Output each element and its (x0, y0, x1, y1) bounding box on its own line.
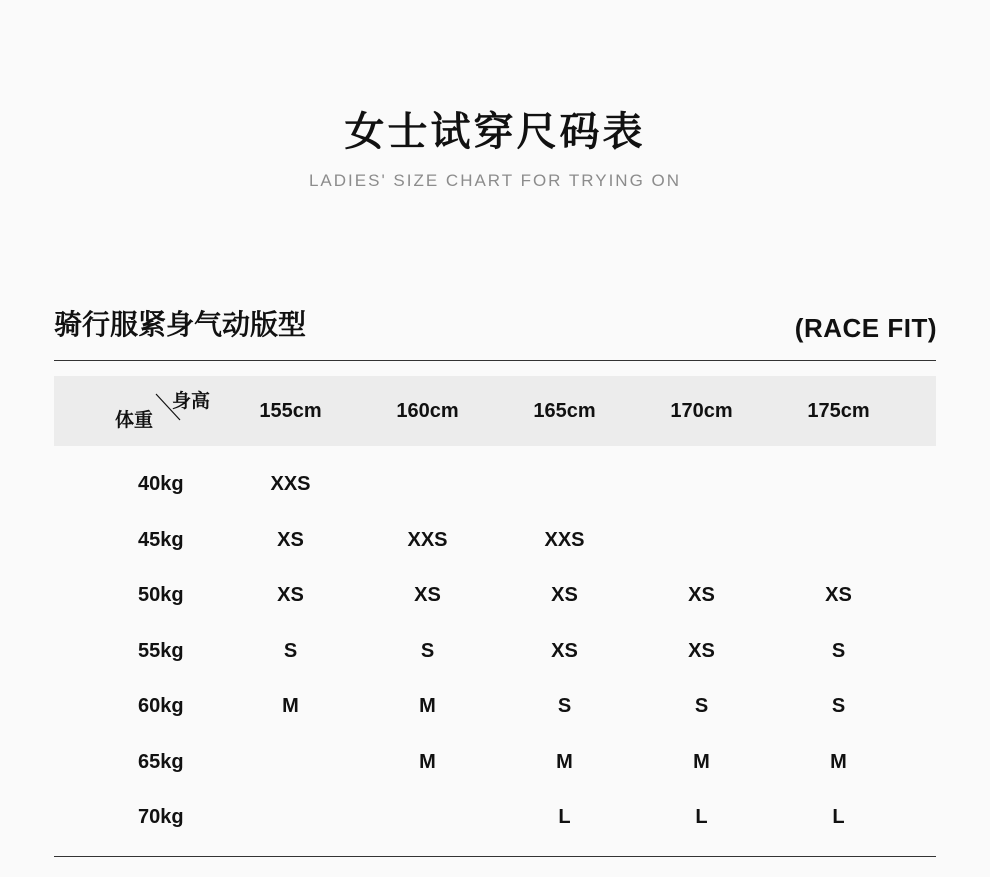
size-cell: XS (825, 584, 852, 607)
top-divider (54, 360, 936, 361)
size-cell: XS (414, 584, 441, 607)
table-row (54, 568, 936, 624)
size-cell: L (832, 806, 845, 829)
table-row (54, 624, 936, 680)
size-cell: S (283, 639, 298, 662)
size-cell: XXS (270, 473, 311, 496)
column-header-height: 155cm (259, 400, 322, 422)
table-row (54, 735, 936, 791)
page-title: 女士试穿尺码表 (344, 109, 646, 155)
table-row (54, 513, 936, 569)
size-cell: M (693, 750, 710, 773)
column-header-height: 165cm (533, 400, 596, 422)
size-cell: XS (551, 584, 578, 607)
size-cell: M (830, 750, 847, 773)
size-cell: L (695, 806, 708, 829)
row-weight-label: 60kg (138, 695, 184, 718)
size-cell: S (831, 695, 846, 718)
table-body (54, 446, 936, 846)
section-title: 骑行服紧身气动版型 (54, 308, 307, 341)
row-weight-label: 55kg (138, 639, 184, 662)
size-cell: XS (277, 584, 304, 607)
row-weight-label: 50kg (138, 584, 184, 607)
size-cell: XXS (544, 528, 585, 551)
size-cell: XS (688, 639, 715, 662)
size-cell: M (282, 695, 299, 718)
size-cell: S (694, 695, 709, 718)
size-cell: S (420, 639, 435, 662)
size-cell: XS (551, 639, 578, 662)
table-row (54, 790, 936, 846)
size-cell: M (419, 695, 436, 718)
bottom-divider (54, 856, 936, 857)
table-row (54, 679, 936, 735)
size-cell: XS (277, 528, 304, 551)
corner-weight-label: 体重 (115, 409, 154, 431)
size-table (54, 376, 936, 846)
size-cell: M (556, 750, 573, 773)
table-header-row (54, 376, 936, 446)
row-weight-label: 70kg (138, 806, 184, 829)
column-header-height: 170cm (670, 400, 733, 422)
row-weight-label: 40kg (138, 473, 184, 496)
size-cell: M (419, 750, 436, 773)
size-cell: L (558, 806, 571, 829)
size-cell: S (557, 695, 572, 718)
table-row (54, 457, 936, 513)
page-subtitle: LADIES' SIZE CHART FOR TRYING ON (308, 171, 682, 190)
size-cell: XS (688, 584, 715, 607)
row-weight-label: 45kg (138, 528, 184, 551)
column-header-height: 160cm (396, 400, 459, 422)
column-header-height: 175cm (807, 400, 870, 422)
corner-height-label: 身高 (172, 390, 211, 412)
row-weight-label: 65kg (138, 750, 184, 773)
size-cell: S (831, 639, 846, 662)
corner-cell (54, 376, 222, 446)
section-subtitle: (RACE FIT) (794, 313, 937, 343)
size-cell: XXS (407, 528, 448, 551)
